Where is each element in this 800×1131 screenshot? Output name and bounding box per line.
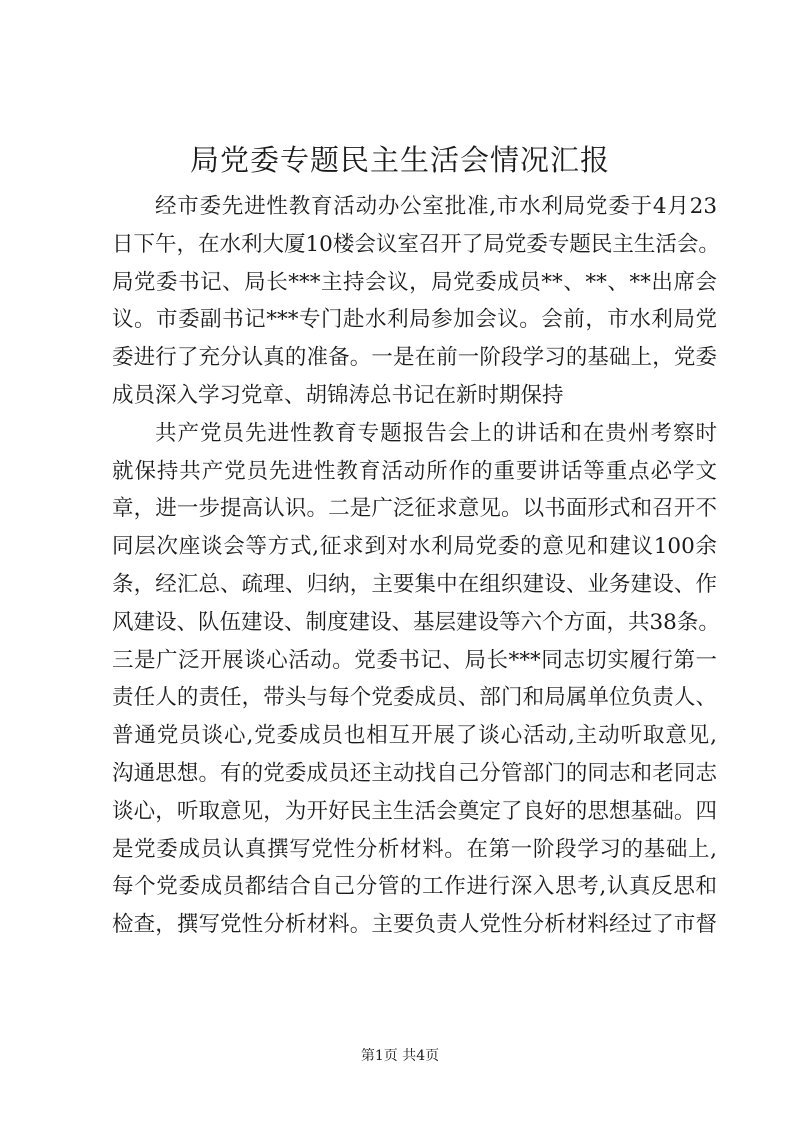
paragraph-1-line-5: 委进行了充分认真的准备。一是在前一阶段学习的基础上，党委: [112, 345, 717, 371]
paragraph-2-line-3: 章，进一步提高认识。二是广泛征求意见。以书面形式和召开不: [112, 496, 717, 522]
paragraph-1-line-6: 成员深入学习党章、胡锦涛总书记在新时期保持: [112, 382, 564, 408]
paragraph-2-line-11: 谈心，听取意见，为开好民主生活会奠定了良好的思想基础。四: [112, 798, 717, 824]
document-body: [112, 188, 720, 944]
paragraph-1-line-3: 局党委书记、局长***主持会议，局党委成员**、**、**出席会: [112, 269, 717, 295]
paragraph-2-line-14: 检查，撰写党性分析材料。主要负责人党性分析材料经过了市督: [112, 912, 717, 938]
paragraph-2-line-13: 每个党委成员都结合自己分管的工作进行深入思考,认真反思和: [112, 874, 717, 900]
paragraph-2-line-4: 同层次座谈会等方式,征求到对水利局党委的意见和建议100余: [112, 534, 717, 560]
paragraph-1-line-2: 日下午，在水利大厦10楼会议室召开了局党委专题民主生活会。: [112, 231, 720, 257]
paragraph-2-line-9: 普通党员谈心,党委成员也相互开展了谈心活动,主动听取意见,: [112, 723, 717, 749]
document-title: 局党委专题民主生活会情况汇报: [189, 143, 610, 177]
paragraph-2-line-12: 是党委成员认真撰写党性分析材料。在第一阶段学习的基础上,: [112, 836, 717, 862]
paragraph-2-line-8: 责任人的责任，带头与每个党委成员、部门和局属单位负责人、: [112, 685, 717, 711]
paragraph-2-line-6: 风建设、队伍建设、制度建设、基层建设等六个方面，共38条。: [112, 609, 720, 635]
paragraph-2-line-10: 沟通思想。有的党委成员还主动找自己分管部门的同志和老同志: [112, 760, 717, 786]
paragraph-2-line-5: 条，经汇总、疏理、归纳，主要集中在组织建设、业务建设、作: [112, 571, 717, 597]
paragraph-1-line-1: 经市委先进性教育活动办公室批准,市水利局党委于4月23: [155, 194, 717, 219]
paragraph-1-line-4: 议。市委副书记***专门赴水利局参加会议。会前，市水利局党: [112, 307, 717, 333]
paragraph-2-line-1: 共产党员先进性教育专题报告会上的讲话和在贵州考察时: [155, 420, 717, 446]
paragraph-2-line-2: 就保持共产党员先进性教育活动所作的重要讲话等重点必学文: [112, 458, 717, 484]
page-footer: 第1页 共4页: [360, 1048, 440, 1064]
paragraph-2-line-7: 三是广泛开展谈心活动。党委书记、局长***同志切实履行第一: [112, 647, 717, 673]
